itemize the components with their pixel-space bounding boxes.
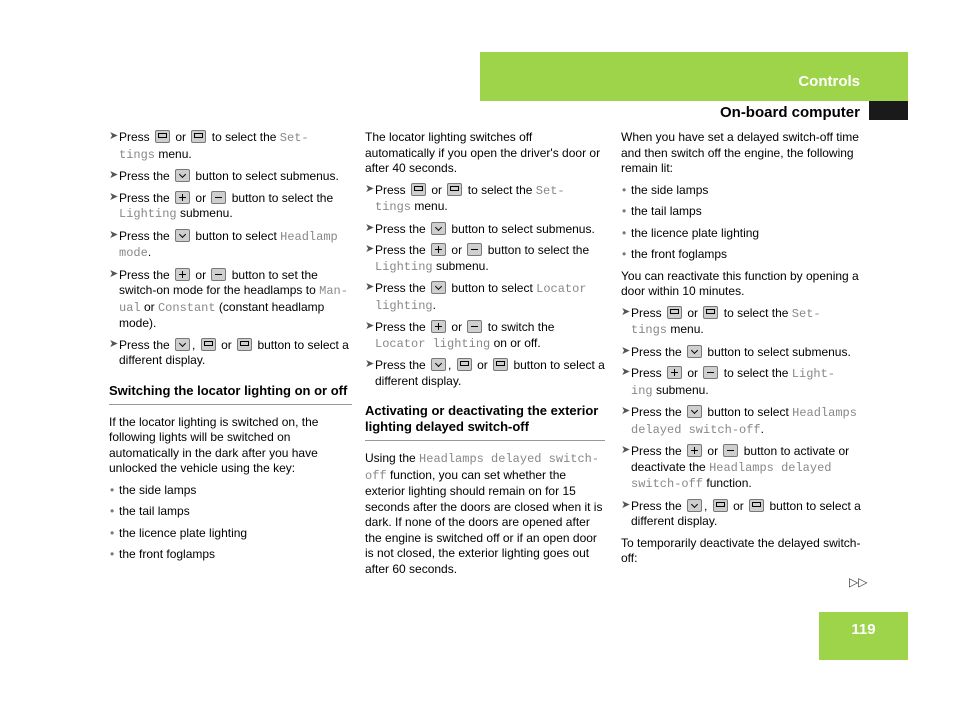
page-number-box [819,612,908,660]
column-3 [621,130,863,573]
display-back-button-icon [667,306,682,319]
column-2 [365,130,605,583]
step: ➤ Press the button to select submenus. [109,169,339,183]
step: ➤ Press the , or button to select a different display. [109,337,349,367]
display-forward-button-icon [749,499,764,512]
select-button-icon [431,222,446,235]
list-item: • the licence plate lighting [622,225,760,240]
step: ➤ Press or to select the Set- tings menu. [621,305,821,337]
minus-button-icon [467,320,482,333]
step-arrow-icon: ➤ [621,444,631,456]
display-back-button-icon [457,358,472,371]
step-arrow-icon: ➤ [109,337,119,350]
plus-button-icon [175,191,190,204]
step-arrow-icon: ➤ [621,305,631,318]
step-arrow-icon: ➤ [365,281,375,293]
step-arrow-icon: ➤ [365,320,375,332]
display-forward-button-icon [703,306,718,319]
step: ➤ Press the button to select Headlamp mode. [109,228,338,260]
list-item: • the front foglamps [622,247,728,261]
step: ➤ Press the button to select Headlamps delayed switch-off. [621,405,857,437]
step: ➤ Press or to select the Light- ing submenu. [621,366,836,398]
step-arrow-icon: ➤ [621,344,631,357]
step: ➤ Press the button to select Locator lighting. [365,281,587,313]
list-item: • the licence plate lighting [110,525,248,540]
step: ➤ Press the or button to select the Lighting submenu. [109,190,334,221]
minus-button-icon [723,444,738,457]
step: ➤ Press or to select the Set- tings menu. [365,182,565,214]
step-arrow-icon: ➤ [365,358,375,370]
paragraph: When you have set a delayed switch-off time and then switch off the engine, the following remain lit: [621,130,859,175]
step: ➤ Press or to select the Set- tings menu. [109,130,309,162]
select-button-icon [175,229,190,242]
section-tab [480,52,908,101]
list-item: • the side lamps [110,482,197,497]
page-title: On-board computer [719,104,860,121]
display-forward-button-icon [191,130,206,143]
paragraph: Using the Headlamps delayed switch- off function, you can set whether the exterior lighting should remain on for 15 seconds after the doors are closed when it is dark. If none of the doors are opened after the engine is switched off or if an open door is not closed, the exterior lighting goes out after 60 seconds. [365,451,603,576]
list-item: • the side lamps [622,182,709,197]
select-button-icon [431,281,446,294]
select-button-icon [687,345,702,358]
paragraph: If the locator lighting is switched on, the following lights will be switched on automatically in the dark after you have unlocked the vehicle using the key: [109,414,319,475]
step: ➤ Press the or button to set the switch-on mode for the headlamps to Man- ual or Constant (constant headlamp mode). [109,267,348,330]
step-arrow-icon: ➤ [365,182,375,195]
section-heading: Switching the locator lighting on or off [109,383,352,405]
select-button-icon [175,338,190,351]
minus-button-icon [211,191,226,204]
step: ➤ Press the or button to select the Lighting submenu. [365,243,590,274]
step-arrow-icon: ➤ [109,169,119,181]
paragraph: The locator lighting switches off automatically if you open the driver's door or after 40 seconds. [365,130,601,175]
step-arrow-icon: ➤ [365,243,375,255]
step-arrow-icon: ➤ [109,130,119,142]
display-back-button-icon [713,499,728,512]
section-label: Controls [798,73,860,90]
plus-button-icon [431,243,446,256]
header-marker [869,101,908,120]
display-forward-button-icon [237,338,252,351]
continue-icon: ▷▷ [849,575,868,589]
minus-button-icon [467,243,482,256]
step-arrow-icon: ➤ [109,228,119,241]
select-button-icon [687,499,702,512]
display-forward-button-icon [493,358,508,371]
paragraph: You can reactivate this function by opening a door within 10 minutes. [621,268,859,298]
display-forward-button-icon [447,183,462,196]
select-button-icon [431,358,446,371]
section-heading: Activating or deactivating the exterior lighting delayed switch-off [365,403,605,441]
display-back-button-icon [201,338,216,351]
column-1 [109,130,352,569]
display-back-button-icon [411,183,426,196]
select-button-icon [687,405,702,418]
plus-button-icon [667,366,682,379]
list-item: • the tail lamps [622,204,702,218]
list-item: • the tail lamps [110,504,190,518]
step: ➤ Press the button to select submenus. [365,221,595,236]
paragraph: To temporarily deactivate the delayed switch-off: [621,535,861,565]
step-arrow-icon: ➤ [621,498,631,511]
step-arrow-icon: ➤ [365,221,375,234]
step: ➤ Press the , or button to select a different display. [365,358,605,388]
select-button-icon [175,169,190,182]
step-arrow-icon: ➤ [621,366,631,378]
step: ➤ Press the button to select submenus. [621,344,851,359]
plus-button-icon [175,268,190,281]
step: ➤ Press the or button to activate or deactivate the Headlamps delayed switch-off function. [621,444,850,491]
display-back-button-icon [155,130,170,143]
step-arrow-icon: ➤ [621,405,631,417]
page-number: 119 [851,621,876,638]
plus-button-icon [687,444,702,457]
minus-button-icon [211,268,226,281]
list-item: • the front foglamps [110,547,216,561]
minus-button-icon [703,366,718,379]
step-arrow-icon: ➤ [109,267,119,280]
step-arrow-icon: ➤ [109,190,119,203]
step: ➤ Press the , or button to select a different display. [621,498,861,528]
plus-button-icon [431,320,446,333]
step: ➤ Press the or to switch the Locator lighting on or off. [365,320,555,351]
